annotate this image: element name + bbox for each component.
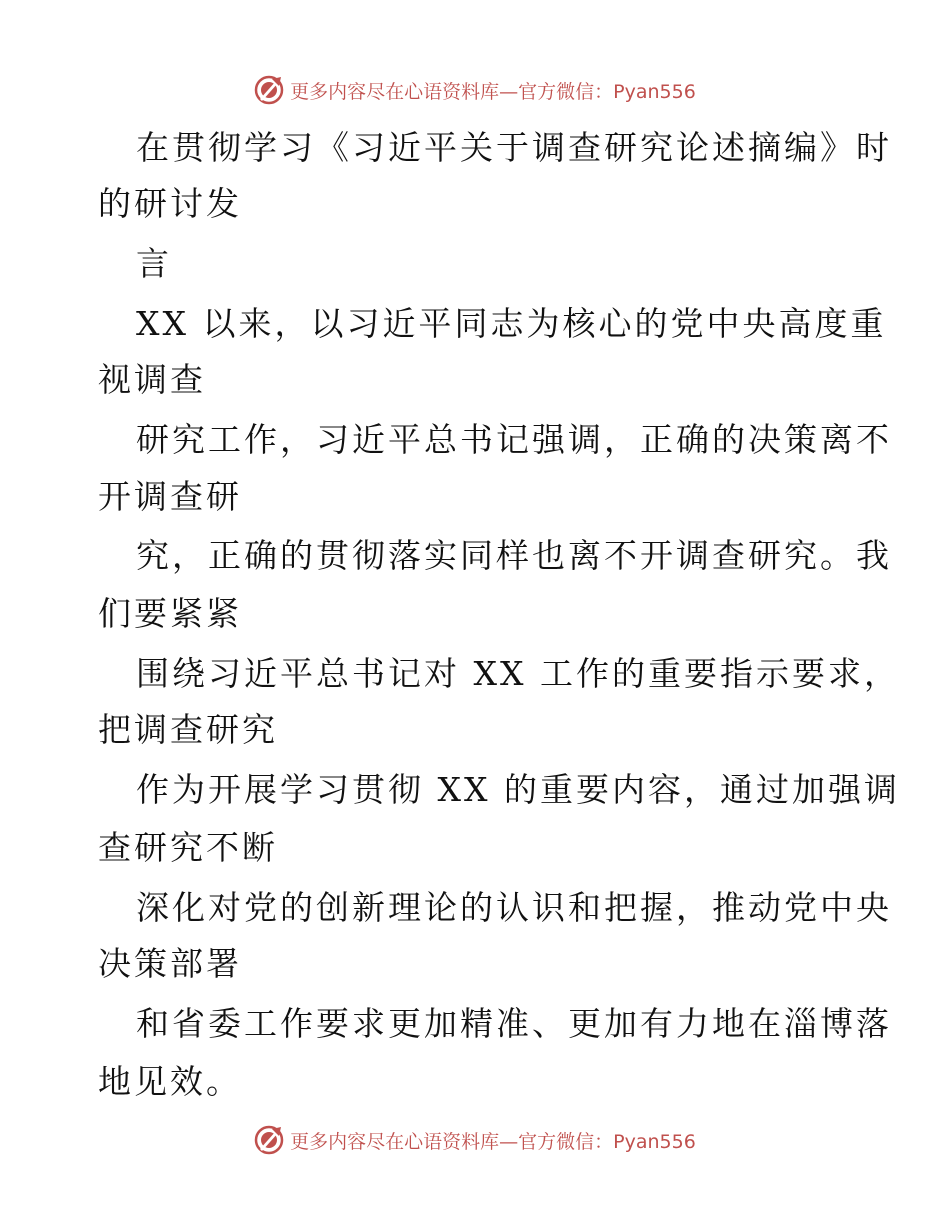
text-line: 究，正确的贯彻落实同样也离不开调查研究。我	[136, 536, 892, 575]
text-line: 深化对党的创新理论的认识和把握，推动党中央	[136, 888, 892, 927]
text-line: XX 以来，以习近平同志为核心的党中央高度重	[136, 304, 887, 343]
text-line: 和省委工作要求更加精准、更加有力地在淄博落	[136, 1004, 892, 1043]
text-line: 查研究不断	[98, 828, 278, 867]
quill-pen-logo-icon	[254, 75, 284, 105]
banner-text	[290, 77, 696, 104]
text-line: 在贯彻学习《习近平关于调查研究论述摘编》时	[136, 128, 892, 167]
text-line: 的研讨发	[98, 184, 242, 223]
footer-watermark-banner	[0, 1120, 950, 1160]
text-line: 开调查研	[98, 477, 242, 516]
banner-wechat-id: Pyan556	[613, 1130, 696, 1153]
text-line: 研究工作，习近平总书记强调，正确的决策离不	[136, 420, 892, 459]
banner-wechat-id: Pyan556	[613, 80, 696, 103]
header-watermark-banner	[0, 70, 950, 110]
banner-text	[290, 1127, 696, 1154]
text-line: 把调查研究	[98, 710, 278, 749]
text-line: 地见效。	[98, 1062, 242, 1101]
text-line: 言	[136, 244, 172, 283]
text-line: 们要紧紧	[98, 594, 242, 633]
quill-pen-logo-icon	[254, 1125, 284, 1155]
banner-site-text: 更多内容尽在心语资料库—官方微信：	[290, 1130, 614, 1153]
banner-site-text: 更多内容尽在心语资料库—官方微信：	[290, 80, 614, 103]
text-line: 作为开展学习贯彻 XX 的重要内容，通过加强调	[136, 770, 900, 809]
text-line: 视调查	[98, 360, 206, 399]
text-line: 决策部署	[98, 944, 242, 983]
text-line: 围绕习近平总书记对 XX 工作的重要指示要求，	[136, 654, 900, 693]
